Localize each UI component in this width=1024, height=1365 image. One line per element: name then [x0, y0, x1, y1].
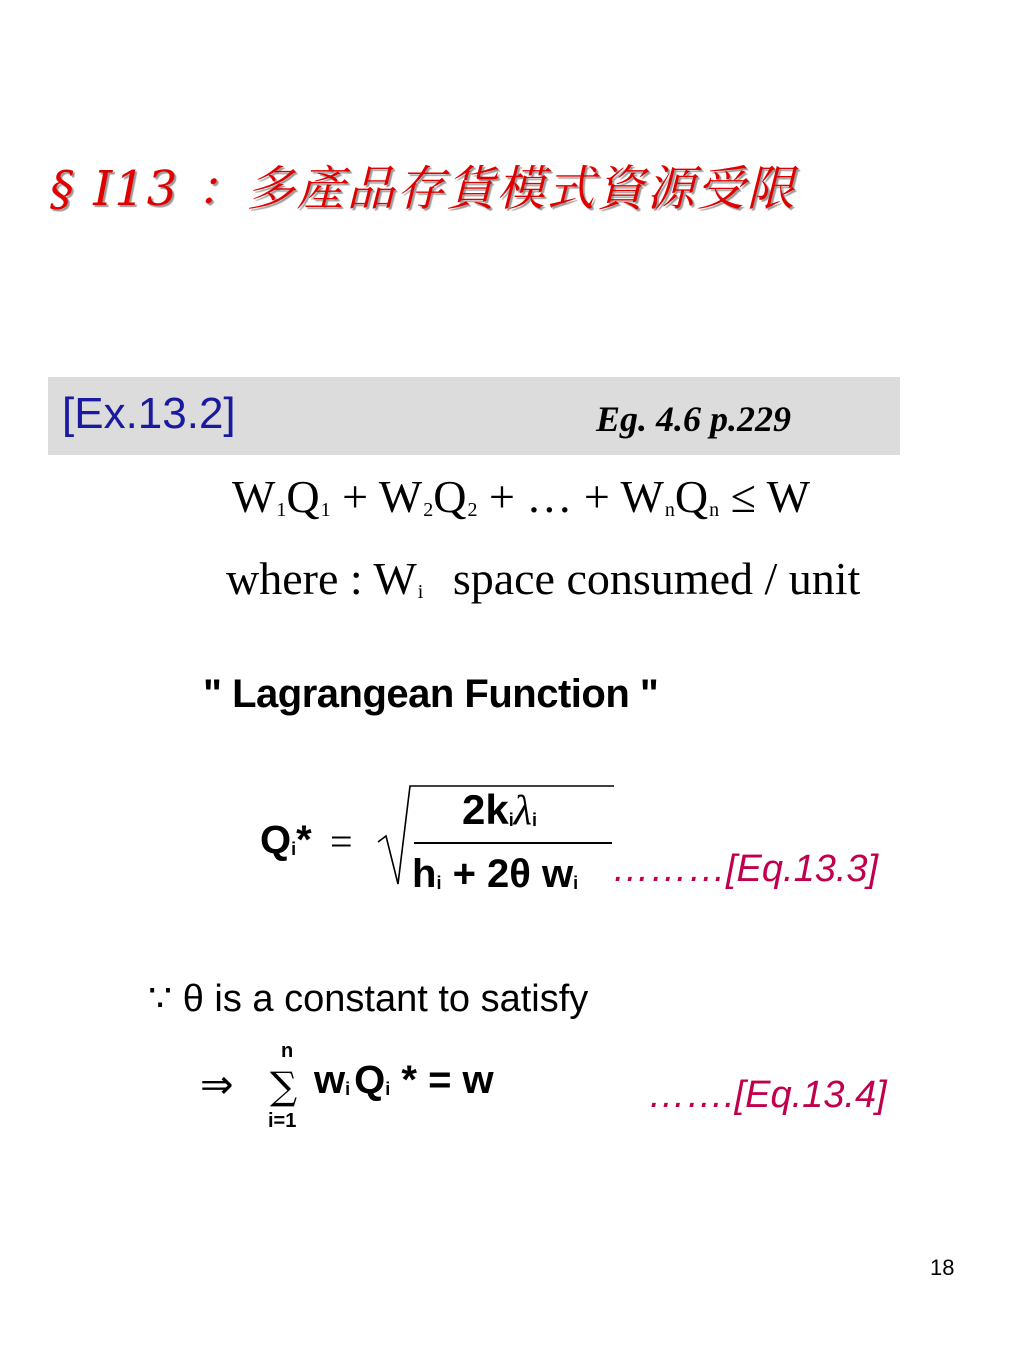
eq134-reference: …….[Eq.13.4] — [648, 1074, 887, 1116]
page-number: 18 — [930, 1255, 955, 1280]
page-title: § I13 ：多產品存貨模式資源受限 — [50, 161, 797, 217]
eq134-expression: $w_i$ $Q_i$ * = w — [314, 1058, 494, 1102]
theta-condition: ∵ θ is a constant to satisfy — [148, 978, 589, 1020]
sum-lower-limit: i=1 — [268, 1110, 297, 1132]
eq133-denominator: $h_i + 2\theta$ $w_i$ — [412, 852, 579, 896]
eq133-lhs: $Q_i*$ — [260, 818, 312, 862]
fraction-line — [414, 842, 612, 844]
eq133-reference: ………[Eq.13.3] — [612, 848, 879, 890]
eq133-equals: = — [330, 819, 353, 864]
example-label: [Ex.13.2] — [62, 389, 236, 438]
lagrangean-heading: " Lagrangean Function " — [203, 672, 659, 716]
summation-icon: ∑ — [270, 1064, 298, 1108]
eq133-numerator: $2k_i\lambda_i$ — [462, 786, 537, 834]
where-definition: where : $W_i$ space consumed / unit — [226, 553, 861, 604]
sum-upper-limit: n — [281, 1040, 294, 1062]
textbook-reference: Eg. 4.6 p.229 — [596, 399, 792, 439]
constraint-equation: $W_1Q_1 + W_2Q_2$ + … + $W_nQ_n \le W$ — [232, 471, 810, 522]
implies-arrow-icon: ⇒ — [200, 1062, 234, 1108]
